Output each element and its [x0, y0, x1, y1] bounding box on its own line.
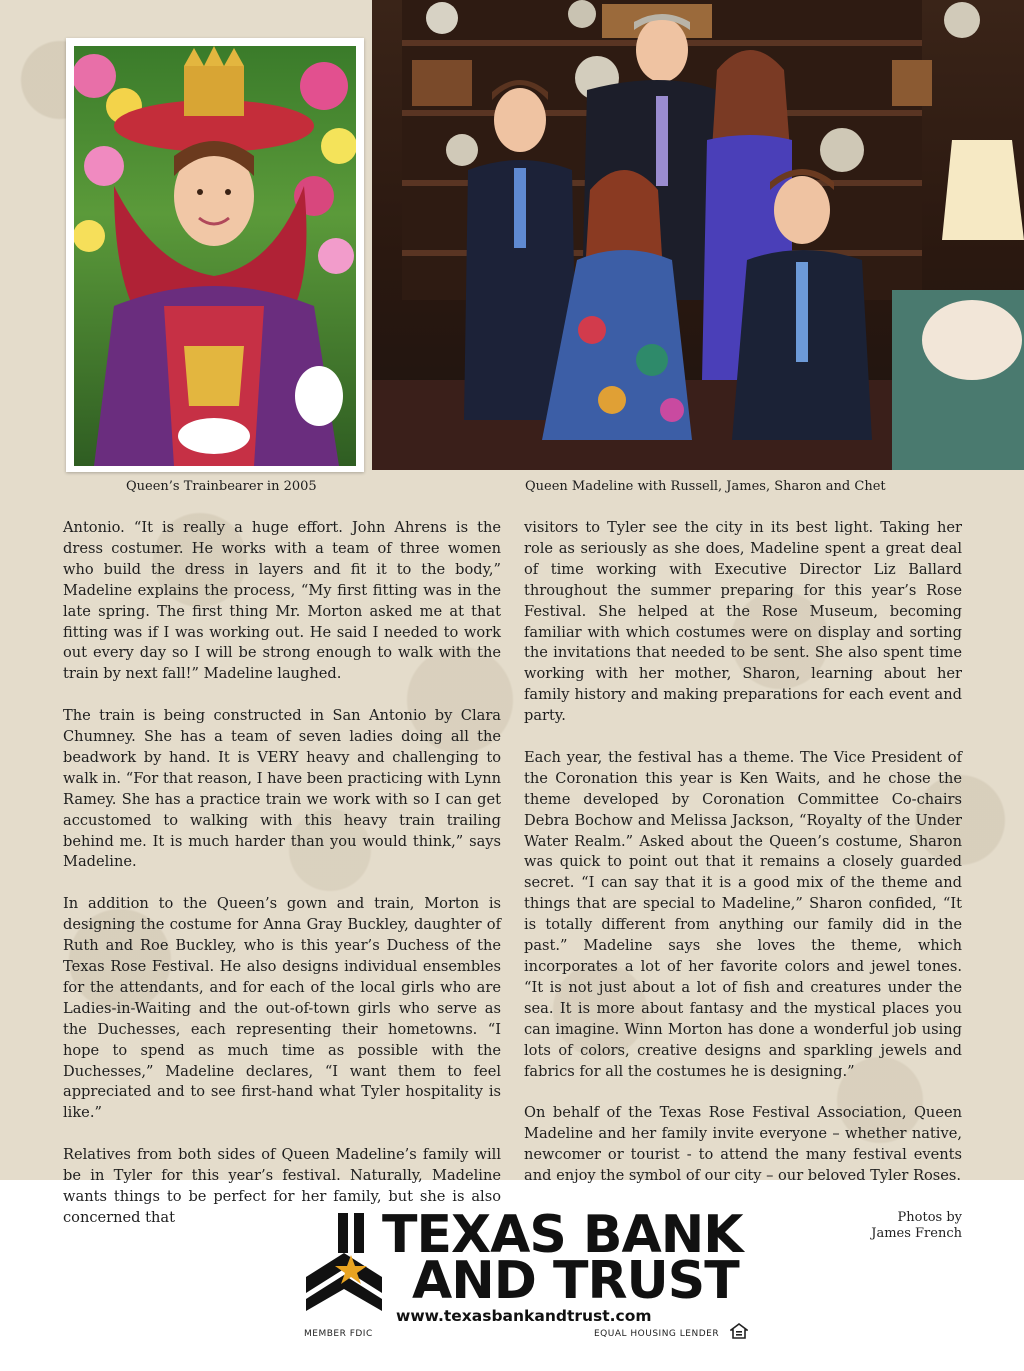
paragraph: In addition to the Queen’s gown and train, Morton is designing the costume for Anna Gray Buckley, daughter of Ruth and Roe Buckley, who is this year’s Duchess of the Texas Rose Festival. He also designs individual ensembles for the attendants, and for each of the local girls who are Ladies-in-Waiting and the out-of-town girls who serve as the Duchesses, each representing their hometowns. “I hope to spend as much time as possible with the Duchesses,” Madeline declares, “I want them to feel appreciated and to see first-hand what Tyler hospitality is like.”: [63, 895, 501, 1122]
equal-housing-lender: EQUAL HOUSING LENDER: [594, 1329, 720, 1339]
family-illustration: [372, 0, 1024, 470]
caption-right: Queen Madeline with Russell, James, Sharon and Chet: [525, 479, 886, 494]
trainbearer-photo: [66, 38, 364, 472]
photo-credit: [860, 1210, 962, 1242]
paragraph: On behalf of the Texas Rose Festival Association, Queen Madeline and her family invite everyone – whether native, newcomer or tourist - to attend the many festival events and enjoy the symbol of our city – our beloved Tyler Roses.: [524, 1104, 962, 1185]
article-column-left: [63, 518, 501, 1229]
bank-name-line2: AND TRUST: [412, 1251, 739, 1311]
bank-advertisement: [300, 1205, 760, 1343]
trainbearer-image: [74, 46, 356, 466]
equal-housing-icon: [730, 1323, 748, 1339]
trainbearer-illustration: [74, 46, 356, 466]
paragraph: Relatives from both sides of Queen Madeline’s family will be in Tyler for this year’s festival. Naturally, Madeline wants things to be perfect for her family, but she is also concerned that: [63, 1146, 501, 1226]
star-chevron-logo-icon: [304, 1211, 384, 1311]
photo-credit-line2: James French: [871, 1226, 962, 1241]
caption-left: Queen’s Trainbearer in 2005: [126, 479, 317, 494]
family-photo: [372, 0, 1024, 470]
paragraph: visitors to Tyler see the city in its best light. Taking her role as seriously as she does, Madeline spent a great deal of time working with Executive Director Liz Ballard throughout the summer preparing for this year’s Rose Festival. She helped at the Rose Museum, becoming familiar with which costumes were on display and sorting the invitations that needed to be sent. She also spent time working with her mother, Sharon, learning about her family history and making preparations for each event and party.: [524, 519, 962, 725]
paragraph: Each year, the festival has a theme. The Vice President of the Coronation this year is Ken Waits, and he chose the theme developed by Coronation Committee Co-chairs Debra Bochow and Melissa Jackson, “Royalty of the Under Water Realm.” Asked about the Queen’s costume, Sharon was quick to point out that it remains a closely guarded secret. “I can say that it is a good mix of the theme and things that are special to Madeline,” Sharon confided, “It is totally different from anything our family did in the past.” Madeline says she loves the theme, which incorporates a lot of her favorite colors and jewel tones. “It is not just about a lot of fish and creatures under the sea. It is more about fantasy and the mystical places you can imagine. Winn Morton has done a wonderful job using lots of colors, creative designs and sparkling jewels and fabrics for all the costumes he is designing.”: [524, 748, 962, 1080]
bank-name-line1: TEXAS BANK: [382, 1205, 743, 1265]
member-fdic: MEMBER FDIC: [304, 1329, 373, 1339]
article-column-right: [524, 518, 962, 1187]
paragraph: The train is being constructed in San Antonio by Clara Chumney. She has a team of seven ladies doing all the beadwork by hand. It is VERY heavy and challenging to walk in. “For that reason, I have been practicing with Lynn Ramey. She has a practice train we work with so I can get accustomed to walking with this heavy train trailing behind me. It is much harder than you would think,” says Madeline.: [63, 707, 501, 871]
bank-url: www.texasbankandtrust.com: [396, 1307, 652, 1325]
paragraph: Antonio. “It is really a huge effort. John Ahrens is the dress costumer. He works with a team of three women who build the dress in layers and fit it to the body,” Madeline explains the process, “My first fitting was in the late spring. The first thing Mr. Morton asked me at that fitting was if I was working out. He said I needed to work out every day so I will be strong enough to walk with the train by next fall!” Madeline laughed.: [63, 519, 501, 683]
photo-credit-line1: Photos by: [897, 1210, 962, 1225]
